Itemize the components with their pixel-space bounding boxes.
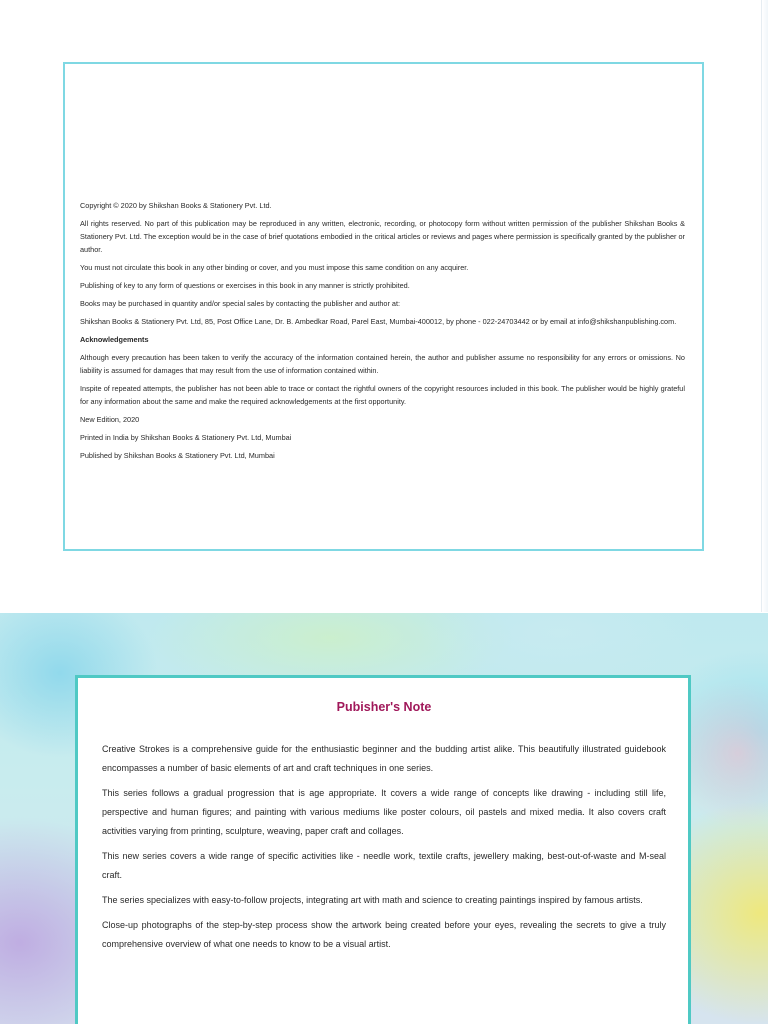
note-paragraph: This series follows a gradual progression that is age appropriate. It covers a wide range of concepts like drawing - including still life, perspective and human figures; and painting with various mediums like poster colours, oil pastels and mixed media. It also covers craft activities varying from printing, sculpture, weaving, paper craft and collages. [102,788,666,836]
acknowledgements-heading: Acknowledgements [80,335,149,344]
publishing-key-text: Publishing of key to any form of questions or exercises in this book in any manner is strictly prohibited. [80,281,410,290]
printed-text: Printed in India by Shikshan Books & Stationery Pvt. Ltd, Mumbai [80,433,292,442]
purchase-text: Books may be purchased in quantity and/or special sales by contacting the publisher and author at: [80,299,401,308]
address-text: Shikshan Books & Stationery Pvt. Ltd, 85, Post Office Lane, Dr. B. Ambedkar Road, Parel East, Mumbai-400012, by phone - 022-24703442 or by email at info@shikshanpublishing.com. [80,317,677,326]
attempts-text: Inspite of repeated attempts, the publisher has not been able to trace or contact the rightful owners of the copyright resources included in this book. The publisher would be highly grateful for any information about the same and make the required acknowledgements at the first opportunity. [80,384,685,406]
note-paragraph: Creative Strokes is a comprehensive guide for the enthusiastic beginner and the budding artist alike. This beautifully illustrated guidebook encompasses a number of basic elements of art and craft techniques in one series. [102,744,666,773]
publisher-note-title: Pubisher's Note [336,700,432,714]
publisher-note-page [0,613,768,1024]
note-paragraph: This new series covers a wide range of specific activities like - needle work, textile crafts, jewellery making, best-out-of-waste and M-seal craft. [102,851,666,880]
copyright-line: Copyright © 2020 by Shikshan Books & Stationery Pvt. Ltd. [80,201,272,210]
note-paragraph: The series specializes with easy-to-follow projects, integrating art with math and science to creating paintings inspired by famous artists. [102,895,643,905]
precaution-text: Although every precaution has been taken to verify the accuracy of the information contained herein, the author and publisher assume no responsibility for any errors or omissions. No liability is assumed for damages that may result from the use of information contained within. [80,353,685,375]
rights-reserved-text: All rights reserved. No part of this publication may be reproduced in any written, electronic, recording, or photocopy form without written permission of the publisher Shikshan Books & Stationery Pvt. Ltd. The exception would be in the case of brief quotations embodied in the critical articles or reviews and pages where permission is specifically granted by the publisher or author. [80,219,685,254]
publisher-note-box [75,675,691,1024]
copyright-box [63,62,704,551]
published-text: Published by Shikshan Books & Stationery Pvt. Ltd, Mumbai [80,451,275,460]
note-paragraph: Close-up photographs of the step-by-step process show the artwork being created before your eyes, revealing the secrets to give a truly comprehensive overview of what one needs to know to be a visual artist. [102,920,666,949]
page-edge-divider [761,0,768,612]
edition-text: New Edition, 2020 [80,415,140,424]
circulation-text: You must not circulate this book in any other binding or cover, and you must impose this same condition on any acquirer. [80,263,469,272]
